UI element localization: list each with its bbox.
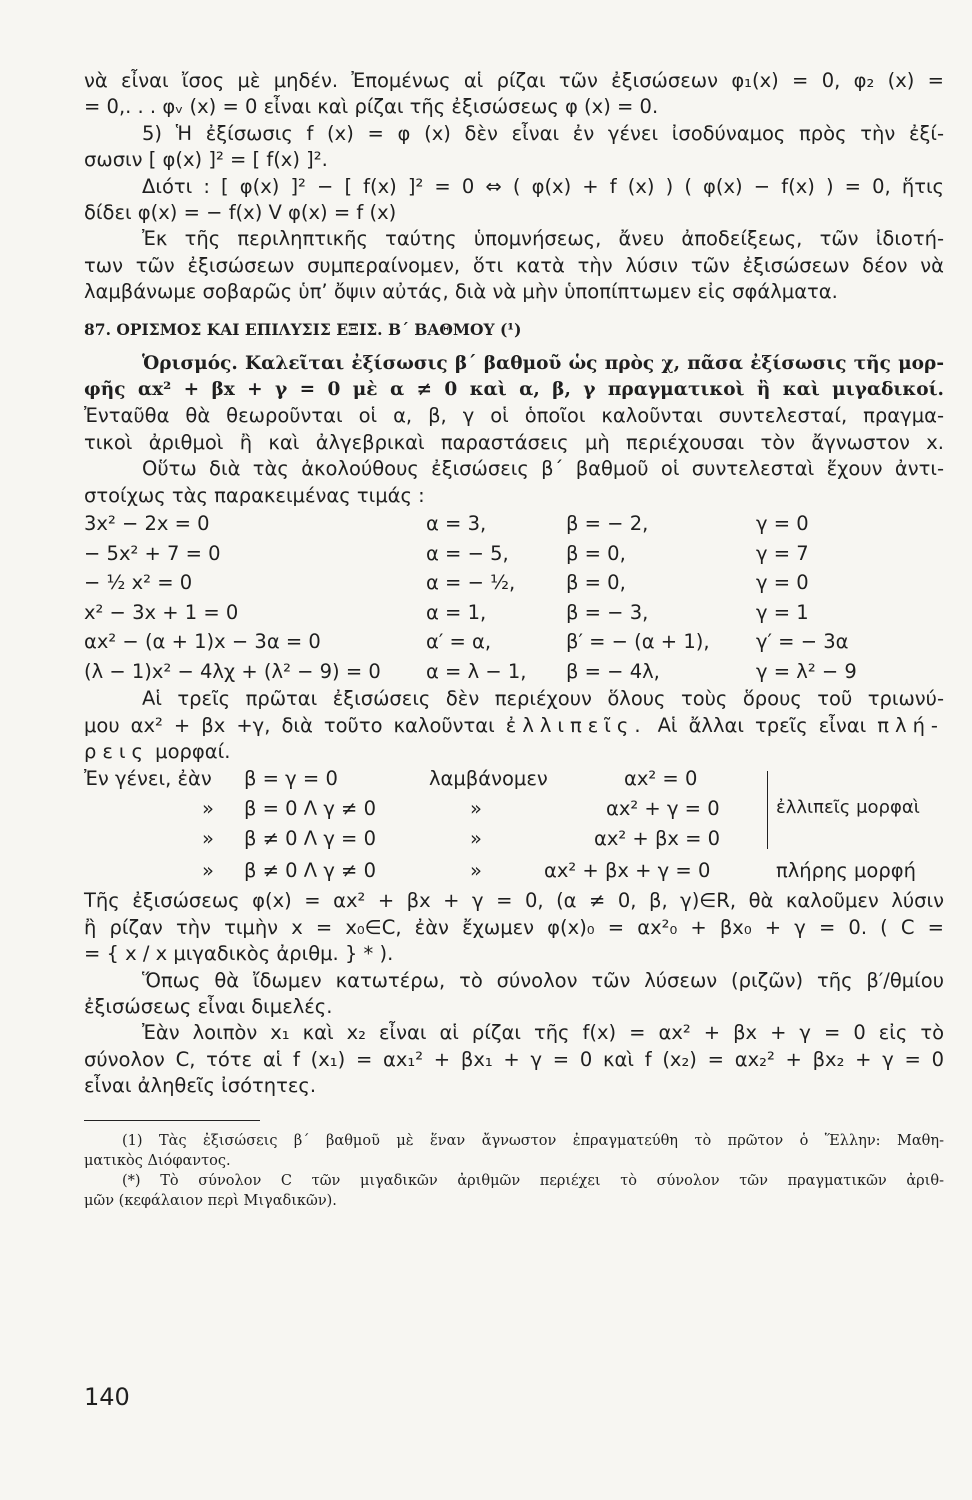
property-5: [84, 121, 944, 227]
footnote-line: μῶν (κεφάλαιον περὶ Μιγαδικῶν).: [84, 1192, 337, 1209]
forms-table: [84, 765, 944, 888]
equation: − ½ x² = 0: [84, 571, 193, 595]
form-condition: β = γ = 0: [244, 767, 338, 791]
coef-gamma: γ = λ² − 9: [756, 659, 857, 683]
coef-alpha: α = λ − 1,: [426, 659, 527, 683]
text-line: εἶναι ἀληθεῖς ἰσότητες.: [84, 1074, 317, 1098]
footnotes: [84, 1131, 944, 1211]
text-line: νὰ εἶναι ἴσος μὲ μηδέν. Ἐπομένως αἱ ρίζαι τῶν ἐξισώσεων φ₁(x) = 0, φ₂ (x) =: [84, 69, 944, 92]
coef-alpha: α = 1,: [426, 600, 487, 624]
coef-gamma: γ = 1: [756, 600, 809, 624]
coef-beta: β′ = − (α + 1),: [566, 630, 710, 654]
form-condition: β ≠ 0 Λ γ = 0: [244, 827, 377, 851]
definition-paragraph: [84, 351, 944, 404]
text-fragment: μου αx² + βx +γ, διὰ τοῦτο καλοῦνται: [84, 713, 495, 737]
coefficients-paragraph: [84, 403, 944, 509]
conclusion-paragraph: [84, 226, 944, 305]
text-line: [84, 739, 944, 765]
coef-alpha: α = − ½,: [426, 571, 516, 595]
text-line: τικοὶ ἀριθμοὶ ἢ καὶ ἀλγεβρικαὶ παραστάσεις μὴ περιέχουσαι τὸν ἄγνωστον x.: [84, 430, 944, 454]
text-line: Ἐνταῦθα θὰ θεωροῦνται οἱ α, β, γ οἱ ὁποῖοι καλοῦνται συντελεσταί, πραγμα-: [84, 404, 944, 428]
text-line: 5) Ἡ ἐξίσωσις f (x) = φ (x) δὲν εἶναι ἐν γένει ἰσοδύναμος πρὸς τὴν ἐξί-: [142, 121, 944, 145]
section-heading: 87. ΟΡΙΣΜΟΣ ΚΑΙ ΕΠΙΛΥΣΙΣ ΕΞΙΣ. Β΄ ΒΑΘΜΟΥ (¹): [84, 319, 522, 339]
text-line: σωσιν [ φ(x) ]² = [ f(x) ]².: [84, 148, 328, 172]
form-verb: »: [470, 827, 482, 851]
text-line: λαμβάνωμε σοβαρῶς ὑπ’ ὄψιν αὐτάς, διὰ νὰ μὴν ὑποπίπτωμεν εἰς σφάλματα.: [84, 280, 838, 304]
text-line: σύνολον C, τότε αἱ f (x₁) = αx₁² + βx₁ + γ = 0 καὶ f (x₂) = αx₂² + βx₂ + γ = 0: [84, 1047, 944, 1071]
form-equation: αx² + βx + γ = 0: [544, 859, 711, 883]
spaced-term: πλή-: [877, 713, 944, 737]
text-line: Τῆς ἐξισώσεως φ(x) = αx² + βx + γ = 0, (α ≠ 0, β, γ)∈R, θὰ καλοῦμεν λύσιν: [84, 889, 944, 913]
example-row: [84, 539, 944, 569]
coef-alpha: α′ = α,: [426, 630, 492, 654]
book-page: [84, 68, 944, 1211]
coef-beta: β = − 4λ,: [566, 659, 660, 683]
example-row: [84, 657, 944, 687]
text-line: των τῶν ἐξισώσεων συμπεραίνομεν, ὅτι κατὰ τὴν λύσιν τῶν ἐξισώσεων δέον νὰ: [84, 253, 944, 277]
form-equation: αx² + βx = 0: [594, 827, 721, 851]
forms-paragraph: [84, 686, 944, 765]
text-line: = { x / x μιγαδικὸς ἀριθμ. } * ).: [84, 942, 394, 966]
coef-gamma: γ = 0: [756, 571, 809, 595]
text-line: Ὅπως θὰ ἴδωμεν κατωτέρω, τὸ σύνολον τῶν λύσεων (ριζῶν) τῆς β′/θμίου: [142, 968, 944, 992]
form-equation: αx² = 0: [624, 767, 698, 791]
text-line: ἐξισώσεως εἶναι διμελές.: [84, 994, 333, 1018]
form-lead: Ἐν γένει, ἐὰν: [84, 767, 212, 791]
coef-beta: β = 0,: [566, 571, 626, 595]
spaced-term: ἐλλιπεῖς.: [505, 713, 647, 737]
coef-beta: β = − 2,: [566, 512, 649, 536]
example-row: [84, 627, 944, 657]
example-row: [84, 509, 944, 539]
footnote-rule: [84, 1120, 260, 1121]
coef-alpha: α = − 5,: [426, 541, 509, 565]
text-fragment: Αἱ ἄλλαι τρεῖς εἶναι: [657, 713, 867, 737]
equation: 3x² − 2x = 0: [84, 512, 210, 536]
form-verb: λαμβάνομεν: [429, 767, 548, 791]
form-lead: »: [202, 859, 214, 883]
footnote-line: ματικὸς Διόφαντος.: [84, 1152, 231, 1169]
footnote-line: (*) Τὸ σύνολον C τῶν μιγαδικῶν ἀριθμῶν περιέχει τὸ σύνολον τῶν πραγματικῶν ἀριθ-: [122, 1172, 944, 1189]
form-verb: »: [470, 797, 482, 821]
coef-alpha: α = 3,: [426, 512, 487, 536]
page-number: 140: [84, 1383, 130, 1411]
text-line: Ἐκ τῆς περιληπτικῆς ταύτης ὑπομνήσεως, ἄνευ ἀποδείξεως, τῶν ἰδιοτή-: [142, 227, 944, 251]
coef-gamma: γ = 0: [756, 512, 809, 536]
example-row: [84, 598, 944, 628]
footnote-line: (1) Τὰς ἐξισώσεις β΄ βαθμοῦ μὲ ἕναν ἄγνωστον ἐπραγματεύθη τὸ πρῶτον ὁ Ἕλλην: Μαθη-: [122, 1132, 944, 1149]
text-line: Οὕτω διὰ τὰς ἀκολούθους ἐξισώσεις β΄ βαθμοῦ οἱ συντελεσταὶ ἔχουν ἀντι-: [142, 457, 944, 481]
full-form-label: πλήρης μορφή: [776, 859, 916, 883]
coef-beta: β = 0,: [566, 541, 626, 565]
example-row: [84, 568, 944, 598]
form-verb: »: [470, 859, 482, 883]
double-paragraph: [84, 968, 944, 1021]
text-fragment: μορφαί.: [155, 739, 231, 763]
brace: [759, 771, 768, 849]
form-condition: β ≠ 0 Λ γ ≠ 0: [244, 859, 377, 883]
text-line: στοίχως τὰς παρακειμένας τιμάς :: [84, 483, 425, 507]
text-line: Διότι : [ φ(x) ]² − [ f(x) ]² = 0 ⇔ ( φ(x) + f (x) ) ( φ(x) − f(x) ) = 0, ἥτις: [142, 174, 944, 198]
text-line: = 0,. . . φᵥ (x) = 0 εἶναι καὶ ρίζαι τῆς ἐξισώσεως φ (x) = 0.: [84, 95, 659, 119]
equation: (λ − 1)x² − 4λχ + (λ² − 9) = 0: [84, 659, 381, 683]
text-line: δίδει φ(x) = − f(x) V φ(x) = f (x): [84, 201, 397, 225]
form-condition: β = 0 Λ γ ≠ 0: [244, 797, 377, 821]
coef-gamma: γ = 7: [756, 541, 809, 565]
root-definition: [84, 888, 944, 967]
form-lead: »: [202, 797, 214, 821]
text-line: Αἱ τρεῖς πρῶται ἐξισώσεις δὲν περιέχουν ὅλους τοὺς ὅρους τοῦ τριωνύ-: [142, 687, 944, 711]
form-lead: »: [202, 827, 214, 851]
examples-table: [84, 509, 944, 686]
spaced-term: ρεις: [84, 739, 149, 763]
text-line: ἢ ρίζαν τὴν τιμὴν x = x₀∈C, ἐὰν ἔχωμεν φ(x)₀ = αx²₀ + βx₀ + γ = 0. ( C =: [84, 915, 944, 939]
text-line: Ὁρισμός. Καλεῖται ἐξίσωσις β΄ βαθμοῦ ὡς πρὸς χ, πᾶσα ἐξίσωσις τῆς μορ-: [142, 352, 944, 374]
form-equation: αx² + γ = 0: [606, 797, 720, 821]
coef-beta: β = − 3,: [566, 600, 649, 624]
elleipeis-label: ἐλλιπεῖς μορφαὶ: [776, 797, 920, 819]
text-line: φῆς αx² + βx + γ = 0 μὲ α ≠ 0 καὶ α, β, γ πραγματικοὶ ἢ καὶ μιγαδικοί.: [84, 379, 944, 401]
roots-paragraph: [84, 1020, 944, 1099]
equation: αx² − (α + 1)x − 3α = 0: [84, 630, 321, 654]
text-line: Ἐὰν λοιπὸν x₁ καὶ x₂ εἶναι αἱ ρίζαι τῆς f(x) = αx² + βx + γ = 0 εἰς τὸ: [142, 1021, 944, 1045]
text-line: [84, 713, 944, 739]
equation: x² − 3x + 1 = 0: [84, 600, 239, 624]
coef-gamma: γ′ = − 3α: [756, 630, 849, 654]
intro-paragraph: [84, 68, 944, 121]
equation: − 5x² + 7 = 0: [84, 541, 221, 565]
